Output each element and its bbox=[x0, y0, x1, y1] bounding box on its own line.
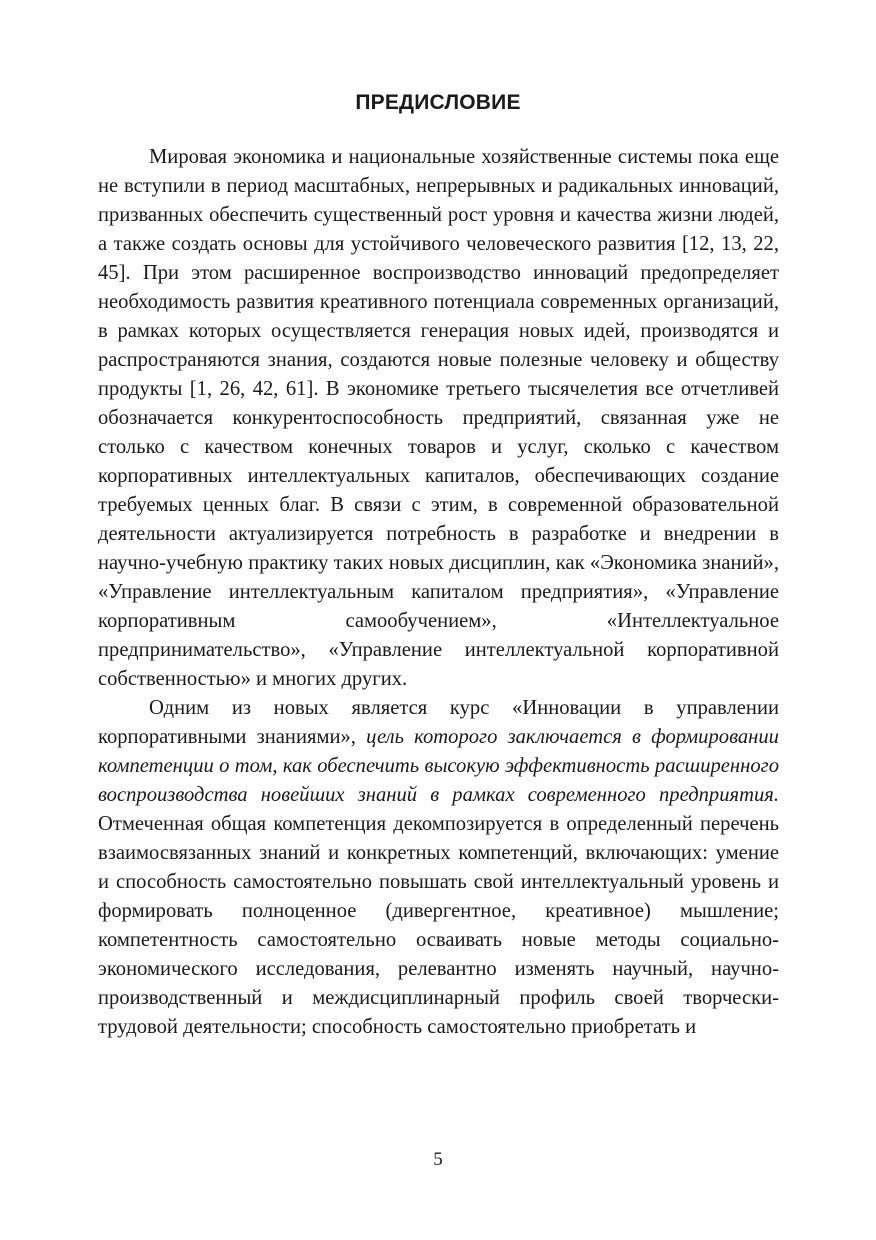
paragraph-2 bbox=[98, 694, 779, 1042]
paragraph-2-italic-goal: цель которого заключается в формировании компетенции о том, как обеспечить высокую эффективность расширенного воспроизводства новейших знаний в рамках современного предприятия. bbox=[98, 726, 779, 806]
preface-body bbox=[98, 143, 779, 1042]
page-title: ПРЕДИСЛОВИЕ bbox=[355, 91, 521, 114]
page-number: 5 bbox=[433, 1149, 443, 1170]
paragraph-2-lead: Одним из новых является курс «Инновации в управлении корпоративными знаниями», bbox=[98, 697, 779, 748]
paragraph-2-continuation: Отмеченная общая компетенция декомпозируется в определенный перечень взаимосвязанных знаний и конкретных компетенций, включающих: умение и способность самостоятельно повышать свой интеллектуальный уровень и формировать полноценное (дивергентное, креативное) мышление; компетентность самостоятельно осваивать новые методы социально-экономического исследования, релевантно изменять научный, научно-производственный и междисциплинарный профиль своей творчески-трудовой деятельности; способность самостоятельно приобретать и bbox=[98, 813, 779, 1038]
paragraph-1: Мировая экономика и национальные хозяйственные системы пока еще не вступили в период масштабных, непрерывных и радикальных инноваций, призванных обеспечить существенный рост уровня и качества жизни людей, а также создать основы для устойчивого человеческого развития [12, 13, 22, 45]. При этом расширенное воспроизводство инноваций предопределяет необходимость развития креативного потенциала современных организаций, в рамках которых осуществляется генерация новых идей, производятся и распространяются знания, создаются новые полезные человеку и обществу продукты [1, 26, 42, 61]. В экономике третьего тысячелетия все отчетливей обозначается конкурентоспособность предприятий, связанная уже не столько с качеством конечных товаров и услуг, сколько с качеством корпоративных интеллектуальных капиталов, обеспечивающих создание требуемых ценных благ. В связи с этим, в современной образовательной деятельности актуализируется потребность в разработке и внедрении в научно-учебную практику таких новых дисциплин, как «Экономика знаний», «Управление интеллектуальным капиталом предприятия», «Управление корпоративным самообучением», «Интеллектуальное предпринимательство», «Управление интеллектуальной корпоративной собственностью» и многих других. bbox=[98, 146, 779, 690]
